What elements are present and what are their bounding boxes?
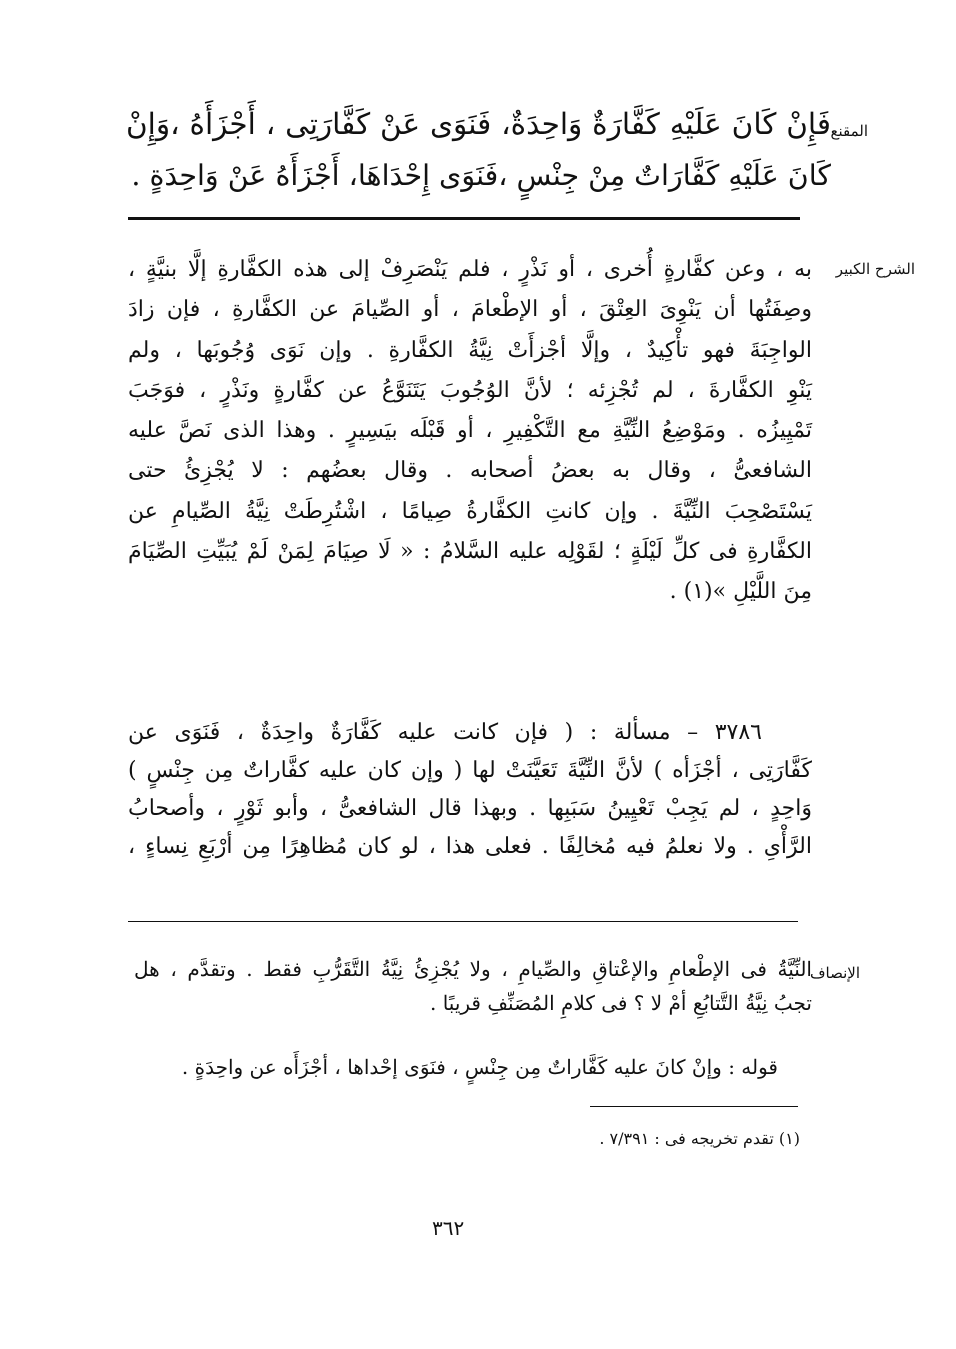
section-divider: [128, 217, 800, 220]
footnote-text: (١) تقدم تخريجه فى : ٧/٣٩١ .: [599, 1129, 800, 1148]
sharh-line: وصِفَتُها أن يَنْوِىَ العِتْقَ ، أو الإطْعامَ ، أو الصِّيامَ عن الكفَّارةِ ، فإن زادَ: [128, 297, 812, 323]
sharh-line: تَمْيِيزُه . ومَوْضِعُ النِّيَّةِ مع التَّكْفِيرِ ، أو قَبْلَه بيَسِيرٍ . وهذا الذى نَصَّ عليه: [128, 418, 812, 444]
insaf-text: [134, 952, 812, 1020]
masala-line: الرَّأْىِ . ولا نعلمُ فيه مُخالِفًا . فعلى هذا ، لو كان مُظاهِرًا مِن أرْبَعِ نِساءٍ ،: [128, 834, 812, 859]
sharh-line: به ، وعن كفَّارةٍ أُخرى ، أو نَذْرٍ ، فلم يَنْصَرِفْ إلى هذه الكفَّارةِ إلَّا بنيَّةٍ ،: [128, 257, 812, 282]
footnote-divider: [590, 1106, 798, 1107]
sharh-line: مِنَ اللَّيْلِ »(١) .: [669, 579, 812, 605]
sharh-line: الكفَّارةِ فى كلِّ لَيْلَةٍ ؛ لقَوْلِه عليه السَّلامُ : « لَا صِيَامَ لِمَنْ لَمْ يُبَيِّتِ الصِّيَامَ: [128, 539, 812, 565]
insaf-line: تجبُ نِيَّةُ التَّتابُعِ أمْ لا ؟ فى كلامِ المُصَنِّفِ قريبًا .: [429, 991, 812, 1015]
insaf-quote: [134, 1050, 812, 1084]
sharh-line: يَسْتَصْحِبَ النِّيَّةَ . وإن كانتِ الكفَّارةُ صِيامًا ، اشْتُرِطَتْ نِيَّةُ الصِّيامِ عن: [128, 498, 812, 524]
page-number: ٣٦٢: [432, 1216, 465, 1240]
masala-line: كَفَّارَتِى ، أجْزَأه ) لأنَّ النِّيَّةَ تَعَيَّنَتْ لها ( وإن كان عليه كفَّاراتٌ مِن جِنْسٍ ): [128, 758, 812, 783]
muqni-text: [126, 98, 831, 202]
section-divider-thin: [128, 921, 798, 922]
sharh-text: [128, 250, 812, 613]
sharh-line: يَنْوِ الكفَّارةَ ، لم تُجْزِئه ؛ لأنَّ الوُجُوبَ يَتَنَوَّعُ عن كفَّارةٍ ونَذْرٍ ، فوَجَبَ: [128, 377, 812, 403]
footnote: [560, 1128, 800, 1150]
sharh-line: الواجِبَةَ فهو تأْكِيدٌ ، وإلَّا أجْزأَتْ نِيَّةُ الكفَّارةِ . وإن نَوَى وُجُوبَها ، ولم: [128, 337, 812, 363]
section-label-insaf: الإنصاف: [809, 964, 860, 982]
section-label-muqni: المقنع: [830, 122, 868, 140]
masala-heading-line: ٣٧٨٦ – مسألة : ( فإن كانت عليه كَفَّارَةٌ واحِدَةٌ ، فَنَوَى عن: [128, 720, 762, 745]
masala-line: وَاحِدٍ ، لم يَجِبْ تَعْيِينُ سَبَبِها . وبهذا قال الشافعىُّ ، وأبو ثَوْرٍ ، وأصحابُ: [128, 796, 812, 821]
insaf-quote-line: قوله : وإنْ كانَ عليه كَفَّاراتٌ مِن جِنْسٍ ، فنَوَى إحْداها ، أجْزَأَه عن واحِدَةٍ .: [181, 1055, 778, 1079]
muqni-line: فَإِنْ كَانَ عَلَيْهِ كَفَّارَةٌ وَاحِدَةٌ، فَنَوَى عَنْ كَفَّارَتِى ، أَجْزَأَهُ ،وَإِنْ: [126, 107, 831, 141]
masala-text: [128, 714, 812, 866]
section-label-sharh: الشرح الكبير: [835, 260, 915, 278]
muqni-line: كَانَ عَلَيْهِ كَفَّارَاتٌ مِنْ جِنْسٍ ،فَنَوَى إِحْدَاهَا، أَجْزَأَهُ عَنْ وَاحِدَةٍ .: [131, 159, 831, 192]
insaf-line: النِّيَّةُ فى الإطْعامِ والإعْتاقِ والصِّيامِ ، ولا يُجْزِئُ نِيَّةُ التَّقَرُّبِ فقط . وتقدَّم ، هل: [134, 957, 812, 981]
sharh-line: الشافعىُّ ، وقال به بعضُ أصحابه . وقال بعضُهم : لا يُجْزِئُ حتى: [128, 458, 812, 484]
